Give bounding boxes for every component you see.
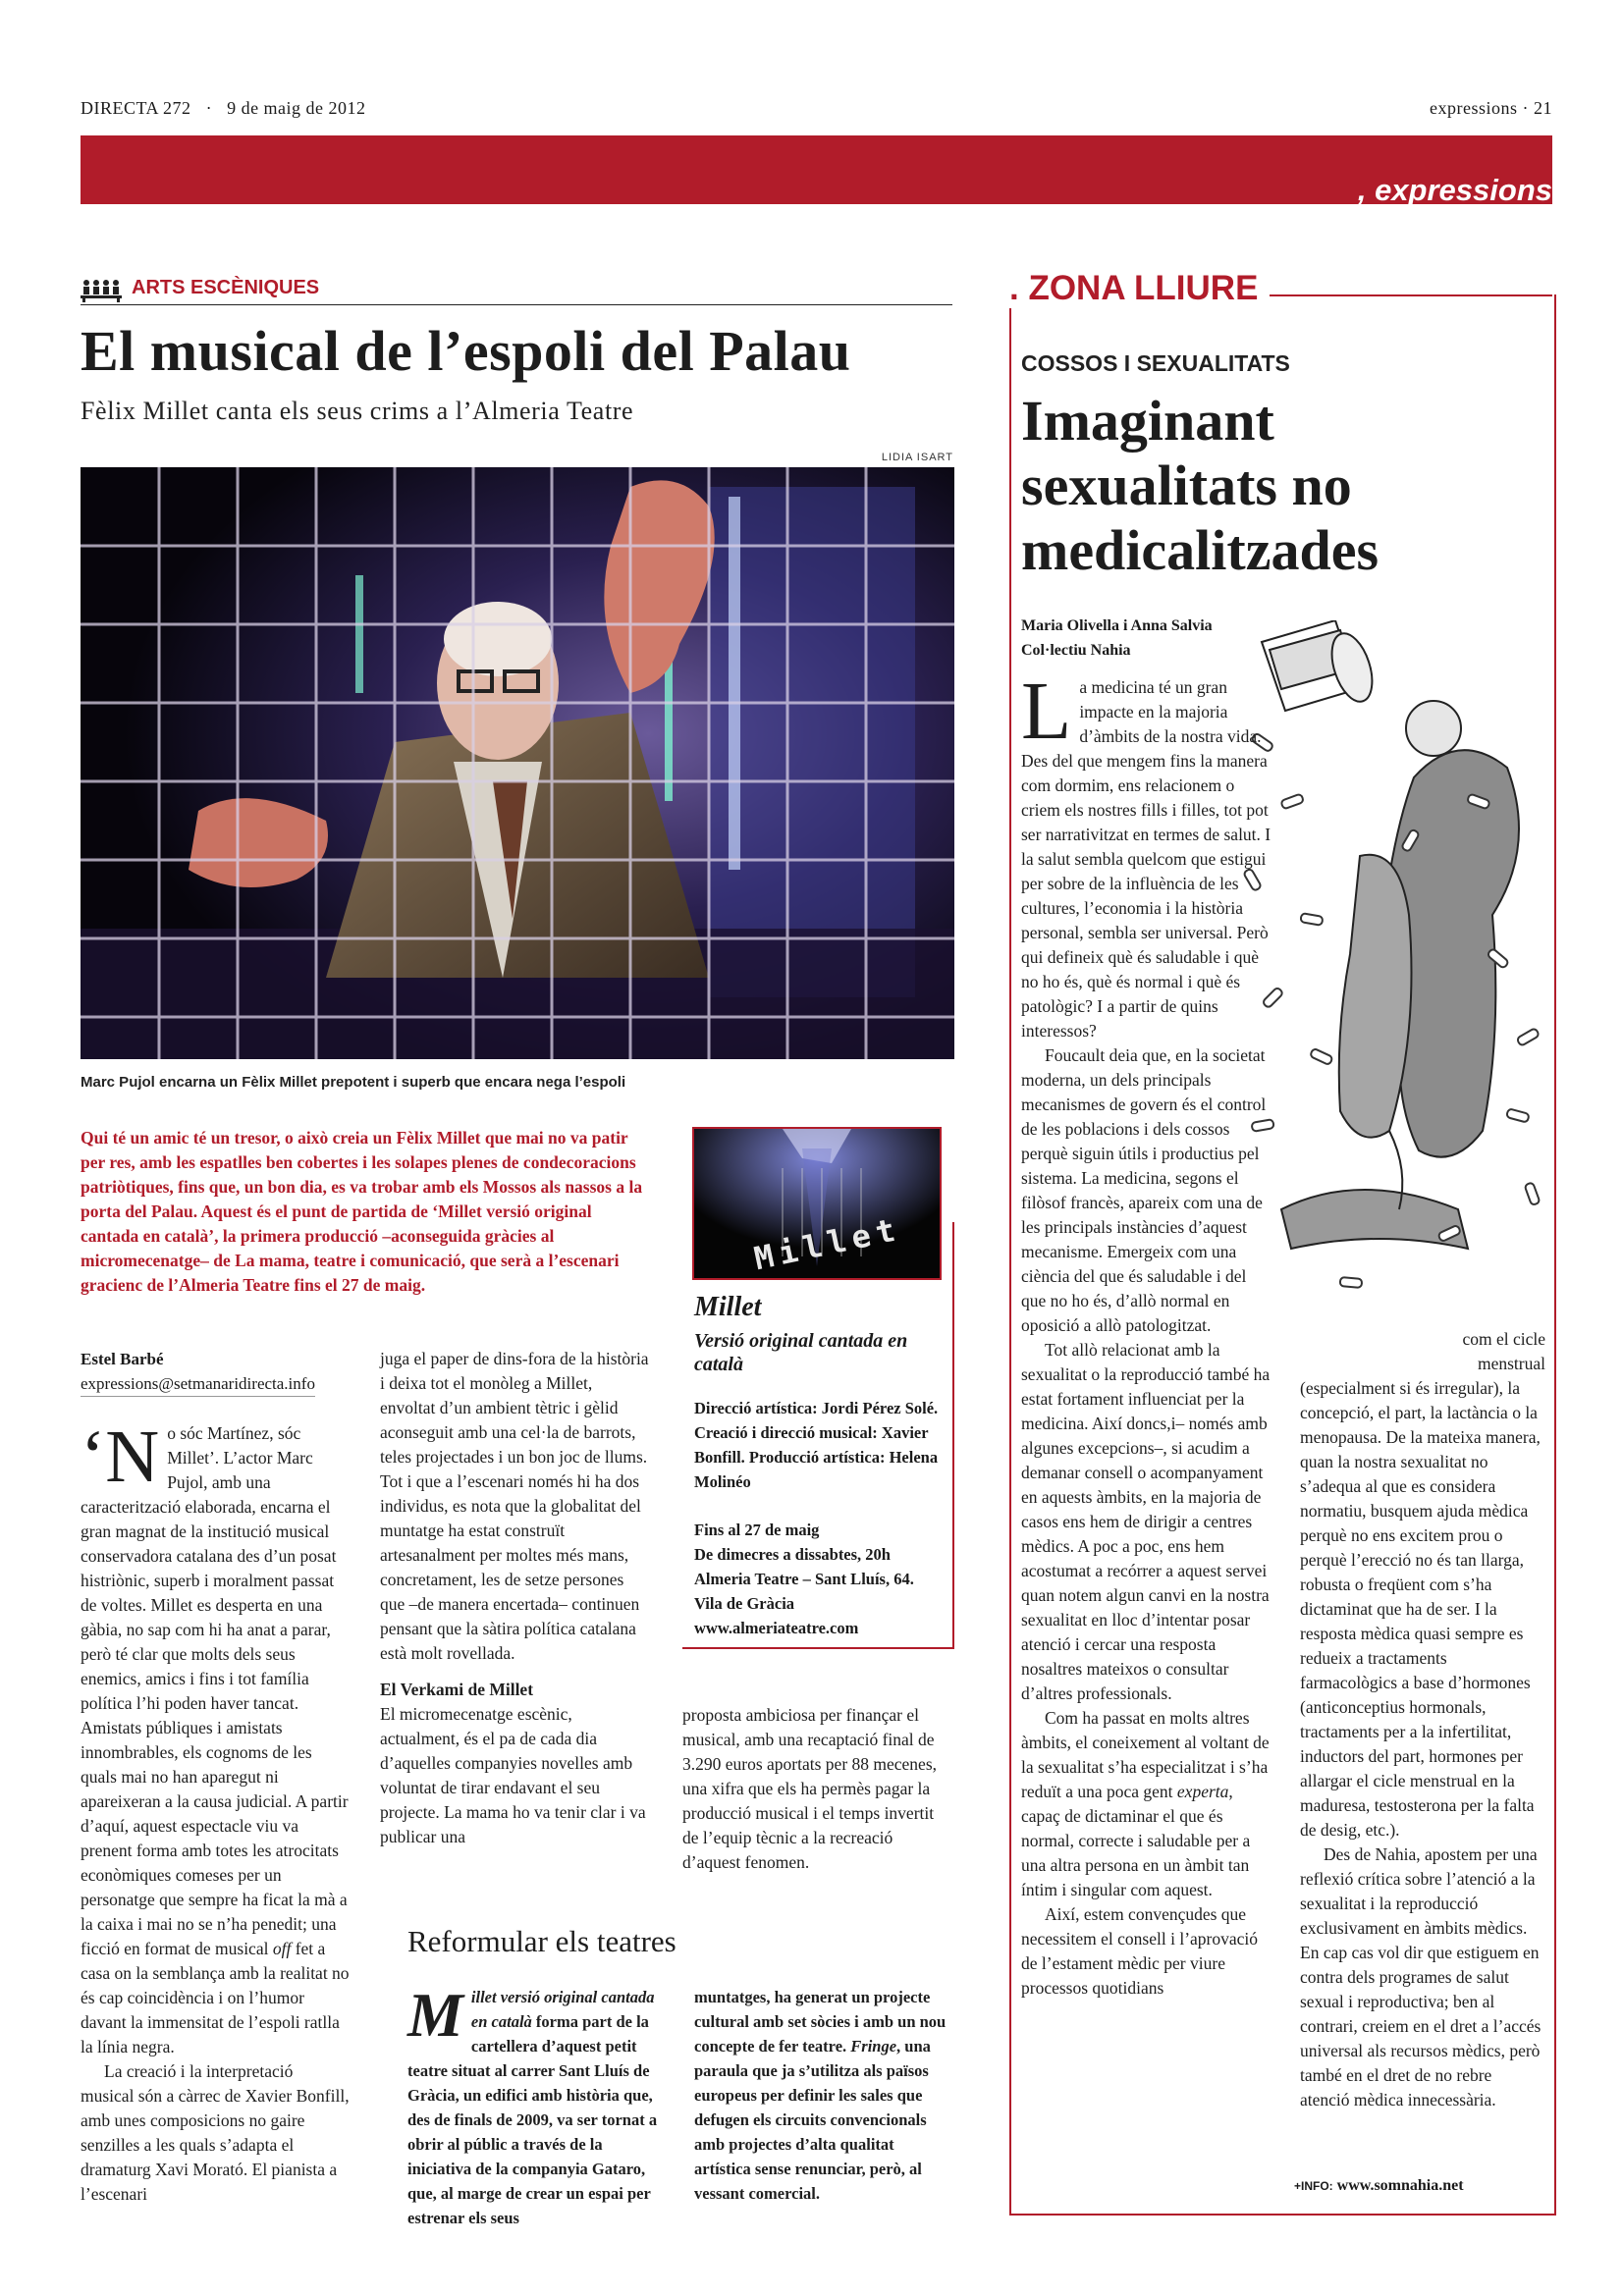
zona-lliure-top-rule <box>1249 294 1552 296</box>
reformular-column-2 <box>694 1985 952 2206</box>
issue-separator: · <box>205 98 213 118</box>
sidebar-paragraph-4-tail: , capaç de dictaminar el que és normal, correcte i saludable per a una altra persona en un àmbit tan íntim i singular com aquest. <box>1021 1782 1251 1899</box>
col1-paragraph-1: o sóc Martínez, sóc Millet’. L’actor Marc Pujol, amb una caracterització elaborada, encarna el gran magnat de la institució musical conservadora catalana des d’un posat histriònic, superb i moralment passat de voltes. Millet es desperta en una gàbia, no sap com hi ha anat a parar, però té clar que molts dels seus enemics, amics i fins i tot família política l’hi poden haver tancat. Amistats públiques i amistats innombrables, els cognoms de les quals mai no han aparegut ni apareixeran a la causa judicial. A partir d’aquí, aquest espectacle viu va prenent forma amb totes les atrocitats econòmiques comeses per un personatge que sempre ha ficat la mà a la caixa i mai no se n’ha penedit; una ficció en format de musical <box>81 1423 349 1958</box>
sidebar-collective: Col·lectiu Nahia <box>1021 642 1131 659</box>
reformular-show-name: illet versió original cantada en català <box>470 1988 655 2031</box>
sidebar-paragraph-3: Tot allò relacionat amb la sexualitat o la reproducció també ha estat fortament influenciat per la medicina. Així doncs,i– només amb algunes excepcions–, si acudim a demanar consell o acompanyament en aquests àmbits, en la majoria de casos ens hem de dirigir a centres mèdics. A poc a poc, ens hem acostumat a recórrer a aquest servei quan notem algun canvi en la nostra sexualitat en lloc d’intentar posar atenció i cercar una resposta nosaltres mateixos o consultar d’altres professionals. <box>1021 1340 1271 1703</box>
sidebar-title: Imaginant sexualitats no medicalitzades <box>1021 389 1380 582</box>
sidebar-paragraph-1: a medicina té un gran impacte en la majoria d’àmbits de la nostra vida. Des del que mengem fins la manera com dormim, ens relacionem o criem els nostres fills i filles, tot pot ser narrativitzat en termes de salut. I la salut sembla quelcom que estigui per sobre de la influència de les cultures, l’economia i la història personal, sembla ser universal. Però qui defineix què és saludable i què no ho és, què és normal i què és patològic? I a partir de quins interessos? <box>1021 677 1271 1041</box>
sidebar-kicker: COSSOS I SEXUALITATS <box>1021 350 1290 376</box>
sidebar-paragraph-7: Des de Nahia, apostem per una reflexió crítica sobre l’atenció a la sexualitat i la reproducció exclusivament en àmbits mèdics. En cap cas vol dir que estiguem en contra dels programes de salut sexual i reproductiva; ben al contrari, creiem en el dret a l’accés universal als recursos mèdics, però també en el dret de no rebre atenció mèdica innecessària. <box>1300 1844 1542 2109</box>
sidebar-paragraph-5: Així, estem convençudes que necessitem el consell i l’aprovació de l’estament mèdic per viure processos quotidians <box>1021 1904 1259 1998</box>
infobox-schedule: De dimecres a dissabtes, 20h <box>694 1545 891 1564</box>
reformular-dropcap: M <box>407 1980 463 2050</box>
col3-paragraph-1: proposta ambiciosa per finançar el musical, amb una recaptació final de 3.290 euros aportats per 88 mecenes, una xifra que els ha permès pagar la producció musical i el temps invertit de l’equip tècnic a la recreació d’aquest fenomen. <box>682 1705 938 1872</box>
infobox-subtitle: Versió original cantada en català <box>694 1330 908 1375</box>
kicker-label: ARTS ESCÈNIQUES <box>132 277 320 298</box>
infobox-venue: Almeria Teatre – Sant Lluís, 64. Vila de Gràcia <box>694 1570 914 1613</box>
zona-lliure-heading: . ZONA LLIURE <box>1009 269 1270 308</box>
article-title: El musical de l’espoli del Palau <box>81 319 851 383</box>
infobox-credits: Direcció artística: Jordi Pérez Solé. Creació i direcció musical: Xavier Bonfill. Producció artística: Helena Molinéo <box>694 1399 939 1491</box>
article-byline <box>81 1347 315 1397</box>
article-dropcap: ‘N <box>81 1415 160 1498</box>
article-column-2 <box>380 1347 650 1849</box>
col2-subhead: El Verkami de Millet <box>380 1680 534 1699</box>
issue-info <box>81 98 366 119</box>
reformular-column-1 <box>407 1980 665 2230</box>
article-column-3 <box>682 1703 952 1875</box>
reformular-fringe: Fringe <box>850 2037 897 2056</box>
issue-number: DIRECTA 272 <box>81 98 191 118</box>
sidebar-more-info <box>1294 2177 1464 2195</box>
col2-paragraph-1: juga el paper de dins-fora de la història i deixa tot el monòleg a Millet, envoltat d’un ambient tètric i gèlid aconseguit amb una cel·la de barrots, teles projectades i un bon joc de llums. Tot i que a l’escenari només hi ha dos individus, es nota que la globalitat del muntatge ha estat construït artesanalment per moltes més mans, concretament, les de setze persones que –de manera encertada– continuen pensant que la sàtira política catalana està molt rovellada. <box>380 1349 649 1663</box>
pills-couple-illustration <box>1242 620 1551 1327</box>
sidebar-paragraph-2: Foucault deia que, en la societat moderna, un dels principals mecanismes de govern és el control de les poblacions i dels cossos perquè siguin útils i productius pel sistema. La medicina, segons el filòsof francès, apareix com una de les principals instàncies d’aquest mecanisme. Emergeix com una ciència del que és saludable i del que no ho és, d’allò normal en oposició a allò patologitzat. <box>1021 1045 1267 1335</box>
stage-photo <box>81 467 954 1059</box>
page-section-number: expressions · 21 <box>1430 98 1552 118</box>
infobox-dates: Fins al 27 de maig <box>694 1521 820 1539</box>
photo-caption: Marc Pujol encarna un Fèlix Millet prepotent i superb que encara nega l’espoli <box>81 1074 626 1091</box>
sidebar-paragraph-6-start: com el cicle menstrual <box>1462 1329 1545 1373</box>
article-column-1 <box>81 1415 351 2207</box>
stage-photo-image <box>81 467 954 1059</box>
sidebar-experta: experta <box>1176 1782 1229 1801</box>
sidebar-paragraph-4: Com ha passat en molts altres àmbits, el coneixement al voltant de la sexualitat s’ha especialitzat i s’ha reduït a una poca gent <box>1021 1708 1270 1801</box>
section-band <box>81 135 1552 204</box>
col1-paragraph-2: La creació i la interpretació musical són a càrrec de Xavier Bonfill, amb unes composicions no gaire senzilles a les quals s’adapta el dramaturg Xavi Morató. El pianista a l’escenari <box>81 2061 350 2204</box>
more-info-tag: +INFO: <box>1294 2179 1333 2193</box>
col2-paragraph-2: El micromecenatge escènic, actualment, és el pa de cada dia d’aquelles companyies novelles amb voluntat de tirar endavant el seu projecte. La mama ho va tenir clar i va publicar una <box>380 1704 646 1846</box>
photo-credit: LIDIA ISART <box>881 452 953 463</box>
author-name: Estel Barbé <box>81 1350 164 1368</box>
article-kicker <box>81 275 952 305</box>
show-logo-text: Millet <box>750 1209 904 1278</box>
sidebar-authors: Maria Olivella i Anna Salvia <box>1021 617 1213 634</box>
reformular-paragraph-1: forma part de la cartellera d’aquest petit teatre situat al carrer Sant Lluís de Gràcia, un edifici amb història que, des de finals de 2009, va ser tornat a obrir al públic a través de la iniciativa de la companyia Gataro, que, al marge de crear un espai per estrenar els seus <box>407 2012 658 2227</box>
sidebar-dropcap: L <box>1021 666 1072 757</box>
reformular-paragraph-2-tail: , una paraula que ja s’utilitza als països europeus per definir les sales que defugen els circuits convencionals amb projectes d’alta qualitat artística sense renunciar, però, al vessant comercial. <box>694 2037 931 2203</box>
sidebar-column-1 <box>1021 666 1271 2001</box>
sidebar-column-2 <box>1300 1327 1545 2112</box>
show-logo <box>692 1127 942 1280</box>
infobox-website[interactable]: www.almeriateatre.com <box>694 1619 859 1637</box>
section-band-label: , expressions <box>1357 173 1552 207</box>
audience-icon <box>81 279 122 302</box>
article-lead: Qui té un amic té un tresor, o això creia un Fèlix Millet que mai no va patir per res, amb les espatlles ben cobertes i les solapes plenes de condecoracions patriòtiques, fins que, un bon dia, es va trobar amb els Mossos als nassos a la porta del Palau. Aquest és el punt de partida de ‘Millet versió original cantada en català’, la primera producció –aconseguida gràcies al micromecenatge– de La mama, teatre i comunicació, que serà a l’escenari gracienc de l’Almeria Teatre fins el 27 de maig. <box>81 1128 643 1295</box>
infobox-details <box>694 1396 945 1640</box>
reformular-paragraph-2: muntatges, ha generat un projecte cultural amb set sòcies i amb un nou concepte de fer teatre. <box>694 1988 947 2056</box>
more-info-url[interactable]: www.somnahia.net <box>1336 2177 1464 2194</box>
author-email[interactable]: expressions@setmanaridirecta.info <box>81 1371 315 1397</box>
sidebar-paragraph-6: (especialment si és irregular), la concepció, el part, la lactància o la menopausa. De la mateixa manera, quan la nostra sexualitat no s’adequa al que es considera normatiu, busquem ajuda mèdica perquè no ens excitem prou o perquè l’erecció no és tan llarga, robusta o freqüent com s’ha dictaminat que ha de ser. I la resposta mèdica quasi sempre es redueix a tractaments farmacològics a base d’hormones (anticonceptius hormonals, tractaments per a la infertilitat, inductors del part, hormones per allargar el cicle menstrual en la maduresa, testosterona per la falta de desig, etc.). <box>1300 1378 1541 1840</box>
sidebar-byline <box>1021 614 1213 663</box>
article-subtitle: Fèlix Millet canta els seus crims a l’Almeria Teatre <box>81 397 634 425</box>
infobox-title: Millet <box>694 1292 762 1322</box>
col1-italic-off: off <box>272 1939 292 1958</box>
col1-paragraph-1-tail: fet a casa on la semblança amb la realitat no és cap coincidència i on l’humor davant la immensitat de l’espoli ratlla la línia negra. <box>81 1939 350 2056</box>
reformular-heading: Reformular els teatres <box>407 1924 676 1958</box>
issue-date: 9 de maig de 2012 <box>227 98 366 118</box>
